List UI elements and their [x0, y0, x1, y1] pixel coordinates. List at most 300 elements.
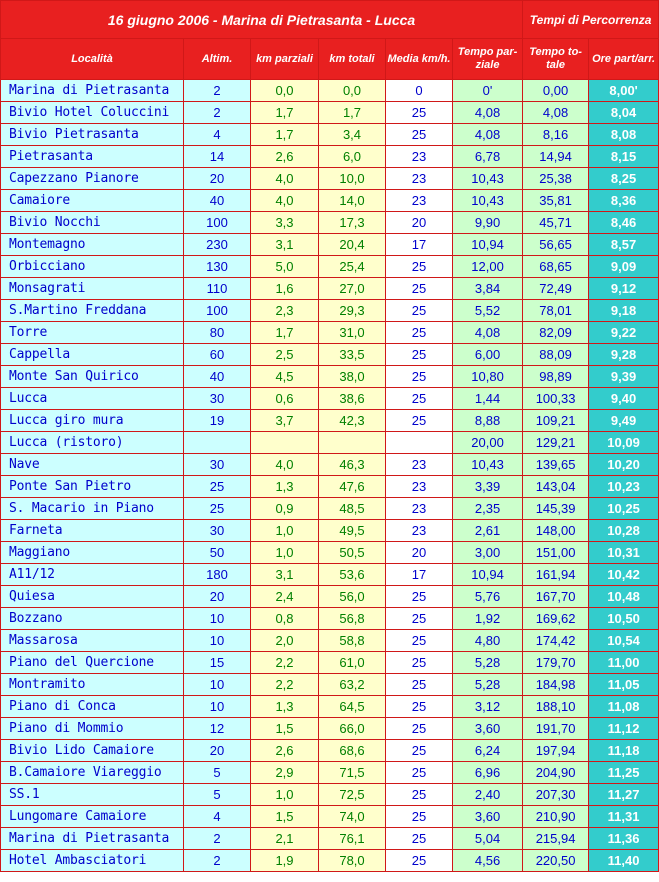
cell-altim: 5: [184, 784, 251, 806]
cell-media: 25: [386, 388, 453, 410]
cell-tempo-totale: 139,65: [523, 454, 589, 476]
cell-localita: Hotel Ambasciatori: [1, 850, 184, 872]
cell-tempo-totale: 215,94: [523, 828, 589, 850]
table-row: [1, 80, 659, 102]
cell-localita: Lucca: [1, 388, 184, 410]
cell-km-totali: 14,0: [319, 190, 386, 212]
cell-tempo-parziale: 2,40: [453, 784, 523, 806]
cell-localita: Maggiano: [1, 542, 184, 564]
cell-tempo-parziale: 10,94: [453, 234, 523, 256]
cell-tempo-parziale: 3,12: [453, 696, 523, 718]
cell-localita: Marina di Pietrasanta: [1, 80, 184, 102]
cell-localita: Torre: [1, 322, 184, 344]
cell-tempo-parziale: 3,00: [453, 542, 523, 564]
cell-tempo-totale: 179,70: [523, 652, 589, 674]
cell-tempo-parziale: 6,24: [453, 740, 523, 762]
table-row: [1, 850, 659, 872]
cell-altim: 2: [184, 80, 251, 102]
cell-km-parziali: [251, 432, 319, 454]
cell-tempo-parziale: 2,61: [453, 520, 523, 542]
cell-tempo-parziale: 3,60: [453, 806, 523, 828]
cell-tempo-parziale: 10,43: [453, 454, 523, 476]
cell-altim: 15: [184, 652, 251, 674]
cell-localita: Piano del Quercione: [1, 652, 184, 674]
header-row: [1, 39, 659, 80]
cell-km-totali: 10,0: [319, 168, 386, 190]
cell-km-totali: 58,8: [319, 630, 386, 652]
cell-media: 23: [386, 498, 453, 520]
cell-altim: 50: [184, 542, 251, 564]
cell-tempo-parziale: 10,43: [453, 190, 523, 212]
cell-altim: 5: [184, 762, 251, 784]
cell-km-parziali: 1,3: [251, 696, 319, 718]
cell-localita: Pietrasanta: [1, 146, 184, 168]
cell-tempo-totale: 143,04: [523, 476, 589, 498]
times-section-title: Tempi di Percorrenza: [523, 1, 659, 39]
cell-media: 23: [386, 190, 453, 212]
cell-km-totali: 33,5: [319, 344, 386, 366]
cell-ore: 9,09: [589, 256, 659, 278]
cell-km-totali: 61,0: [319, 652, 386, 674]
cell-km-parziali: 2,6: [251, 146, 319, 168]
cell-media: 25: [386, 696, 453, 718]
cell-altim: 25: [184, 476, 251, 498]
table-row: [1, 344, 659, 366]
header-tempo-parziale: Tempo par- ziale: [453, 39, 523, 80]
cell-altim: 180: [184, 564, 251, 586]
cell-tempo-totale: 14,94: [523, 146, 589, 168]
cell-km-totali: 42,3: [319, 410, 386, 432]
cell-tempo-totale: 174,42: [523, 630, 589, 652]
cell-ore: 11,12: [589, 718, 659, 740]
cell-altim: 19: [184, 410, 251, 432]
cell-media: 23: [386, 168, 453, 190]
cell-altim: 2: [184, 828, 251, 850]
cell-media: 25: [386, 322, 453, 344]
cell-tempo-parziale: 4,56: [453, 850, 523, 872]
table-row: [1, 410, 659, 432]
page-title: 16 giugno 2006 - Marina di Pietrasanta - Lucca: [1, 1, 523, 39]
cell-km-totali: 17,3: [319, 212, 386, 234]
cell-km-parziali: 4,0: [251, 454, 319, 476]
cell-ore: 9,12: [589, 278, 659, 300]
cell-media: 23: [386, 454, 453, 476]
cell-altim: 25: [184, 498, 251, 520]
cell-ore: 9,49: [589, 410, 659, 432]
cell-tempo-totale: 161,94: [523, 564, 589, 586]
cell-altim: 4: [184, 806, 251, 828]
cell-media: 20: [386, 212, 453, 234]
cell-media: 17: [386, 234, 453, 256]
cell-km-totali: 38,6: [319, 388, 386, 410]
table-row: [1, 696, 659, 718]
table-row: [1, 806, 659, 828]
cell-km-totali: 72,5: [319, 784, 386, 806]
cell-localita: Quiesa: [1, 586, 184, 608]
cell-ore: 10,42: [589, 564, 659, 586]
cell-ore: 8,08: [589, 124, 659, 146]
cell-km-totali: 48,5: [319, 498, 386, 520]
cell-ore: 10,09: [589, 432, 659, 454]
table-row: [1, 278, 659, 300]
table-row: [1, 520, 659, 542]
cell-tempo-parziale: 6,96: [453, 762, 523, 784]
cell-ore: 11,05: [589, 674, 659, 696]
cell-tempo-parziale: 5,76: [453, 586, 523, 608]
cell-tempo-totale: 129,21: [523, 432, 589, 454]
cell-tempo-totale: 8,16: [523, 124, 589, 146]
cell-media: [386, 432, 453, 454]
cell-tempo-totale: 98,89: [523, 366, 589, 388]
table-row: [1, 652, 659, 674]
cell-tempo-totale: 100,33: [523, 388, 589, 410]
cell-localita: Lungomare Camaiore: [1, 806, 184, 828]
cell-tempo-parziale: 4,08: [453, 322, 523, 344]
cell-tempo-parziale: 4,08: [453, 124, 523, 146]
cell-tempo-totale: 72,49: [523, 278, 589, 300]
cell-altim: 20: [184, 740, 251, 762]
cell-km-parziali: 2,5: [251, 344, 319, 366]
cell-altim: 12: [184, 718, 251, 740]
cell-media: 25: [386, 762, 453, 784]
header-media: Media km/h.: [386, 39, 453, 80]
cell-media: 25: [386, 586, 453, 608]
cell-km-parziali: 2,2: [251, 652, 319, 674]
header-tempo-totale: Tempo to- tale: [523, 39, 589, 80]
cell-ore: 11,40: [589, 850, 659, 872]
cell-km-parziali: 4,5: [251, 366, 319, 388]
cell-km-parziali: 1,0: [251, 520, 319, 542]
table-row: [1, 256, 659, 278]
cell-localita: Piano di Conca: [1, 696, 184, 718]
cell-km-totali: 3,4: [319, 124, 386, 146]
cell-media: 25: [386, 608, 453, 630]
cell-localita: Montramito: [1, 674, 184, 696]
cell-ore: 8,15: [589, 146, 659, 168]
cell-ore: 10,31: [589, 542, 659, 564]
cell-tempo-parziale: 12,00: [453, 256, 523, 278]
cell-tempo-totale: 151,00: [523, 542, 589, 564]
cell-localita: Monte San Quirico: [1, 366, 184, 388]
cell-km-parziali: 2,2: [251, 674, 319, 696]
table-row: [1, 300, 659, 322]
cell-ore: 10,50: [589, 608, 659, 630]
cell-km-totali: 25,4: [319, 256, 386, 278]
cell-localita: B.Camaiore Viareggio: [1, 762, 184, 784]
cell-altim: 30: [184, 388, 251, 410]
cell-tempo-parziale: 3,60: [453, 718, 523, 740]
cell-km-parziali: 2,6: [251, 740, 319, 762]
header-altim: Altim.: [184, 39, 251, 80]
table-row: [1, 476, 659, 498]
cell-ore: 9,40: [589, 388, 659, 410]
cell-km-parziali: 3,1: [251, 234, 319, 256]
cell-tempo-totale: 145,39: [523, 498, 589, 520]
cell-tempo-parziale: 10,94: [453, 564, 523, 586]
cell-ore: 9,22: [589, 322, 659, 344]
cell-media: 25: [386, 124, 453, 146]
cell-altim: 10: [184, 696, 251, 718]
cell-tempo-parziale: 2,35: [453, 498, 523, 520]
cell-km-totali: 74,0: [319, 806, 386, 828]
cell-localita: Bivio Lido Camaiore: [1, 740, 184, 762]
cell-localita: Monsagrati: [1, 278, 184, 300]
cell-km-totali: 78,0: [319, 850, 386, 872]
cell-tempo-totale: 35,81: [523, 190, 589, 212]
cell-km-totali: 27,0: [319, 278, 386, 300]
cell-tempo-totale: 191,70: [523, 718, 589, 740]
cell-km-parziali: 1,5: [251, 806, 319, 828]
cell-ore: 11,36: [589, 828, 659, 850]
cell-ore: 10,54: [589, 630, 659, 652]
cell-ore: 9,28: [589, 344, 659, 366]
table-row: [1, 322, 659, 344]
header-ore: Ore part/arr.: [589, 39, 659, 80]
cell-km-parziali: 1,6: [251, 278, 319, 300]
cell-km-parziali: 2,9: [251, 762, 319, 784]
cell-altim: 60: [184, 344, 251, 366]
cell-altim: 230: [184, 234, 251, 256]
cell-altim: 30: [184, 454, 251, 476]
cell-localita: Nave: [1, 454, 184, 476]
cell-tempo-totale: 167,70: [523, 586, 589, 608]
cell-localita: Camaiore: [1, 190, 184, 212]
cell-ore: 8,25: [589, 168, 659, 190]
cell-ore: 11,25: [589, 762, 659, 784]
cell-km-totali: 49,5: [319, 520, 386, 542]
cell-km-totali: 56,0: [319, 586, 386, 608]
cell-tempo-parziale: 0': [453, 80, 523, 102]
cell-km-parziali: 0,8: [251, 608, 319, 630]
cell-ore: 10,48: [589, 586, 659, 608]
cell-tempo-parziale: 3,84: [453, 278, 523, 300]
cell-tempo-totale: 56,65: [523, 234, 589, 256]
cell-km-parziali: 3,7: [251, 410, 319, 432]
cell-tempo-parziale: 6,00: [453, 344, 523, 366]
cell-tempo-totale: 220,50: [523, 850, 589, 872]
cell-tempo-totale: 188,10: [523, 696, 589, 718]
cell-km-parziali: 1,3: [251, 476, 319, 498]
cell-media: 25: [386, 828, 453, 850]
cell-altim: 10: [184, 630, 251, 652]
table-row: [1, 432, 659, 454]
cell-localita: Marina di Pietrasanta: [1, 828, 184, 850]
table-row: [1, 234, 659, 256]
cell-altim: 30: [184, 520, 251, 542]
cell-ore: 8,04: [589, 102, 659, 124]
cell-km-parziali: 1,7: [251, 124, 319, 146]
cell-localita: Orbicciano: [1, 256, 184, 278]
table-row: [1, 784, 659, 806]
cell-km-parziali: 0,6: [251, 388, 319, 410]
cell-media: 25: [386, 256, 453, 278]
table-row: [1, 564, 659, 586]
cell-tempo-parziale: 1,92: [453, 608, 523, 630]
cell-tempo-totale: 88,09: [523, 344, 589, 366]
cell-media: 25: [386, 850, 453, 872]
cell-ore: 10,25: [589, 498, 659, 520]
cell-media: 25: [386, 718, 453, 740]
cell-tempo-parziale: 5,52: [453, 300, 523, 322]
cell-localita: Massarosa: [1, 630, 184, 652]
cell-km-parziali: 1,5: [251, 718, 319, 740]
cell-km-totali: 47,6: [319, 476, 386, 498]
table-row: [1, 718, 659, 740]
cell-media: 25: [386, 806, 453, 828]
cell-tempo-parziale: 4,80: [453, 630, 523, 652]
cell-tempo-parziale: 10,80: [453, 366, 523, 388]
table-row: [1, 388, 659, 410]
cell-media: 25: [386, 366, 453, 388]
cell-tempo-totale: 169,62: [523, 608, 589, 630]
table-row: [1, 740, 659, 762]
table-row: [1, 762, 659, 784]
cell-km-totali: 31,0: [319, 322, 386, 344]
cell-media: 23: [386, 476, 453, 498]
cell-altim: 10: [184, 608, 251, 630]
table-row: [1, 828, 659, 850]
cell-tempo-parziale: 5,28: [453, 652, 523, 674]
cell-tempo-totale: 197,94: [523, 740, 589, 762]
table-row: [1, 190, 659, 212]
cell-media: 25: [386, 344, 453, 366]
cell-localita: Capezzano Pianore: [1, 168, 184, 190]
cell-altim: 100: [184, 212, 251, 234]
cell-media: 25: [386, 102, 453, 124]
cell-localita: Lucca giro mura: [1, 410, 184, 432]
cell-km-parziali: 2,0: [251, 630, 319, 652]
cell-altim: 40: [184, 190, 251, 212]
cell-ore: 8,00': [589, 80, 659, 102]
cell-localita: Lucca (ristoro): [1, 432, 184, 454]
cell-ore: 10,23: [589, 476, 659, 498]
table-row: [1, 168, 659, 190]
header-km-parziali: km parziali: [251, 39, 319, 80]
cell-tempo-totale: 68,65: [523, 256, 589, 278]
cell-ore: 11,08: [589, 696, 659, 718]
table-row: [1, 608, 659, 630]
cell-ore: 8,46: [589, 212, 659, 234]
cell-localita: Bivio Nocchi: [1, 212, 184, 234]
cell-altim: 110: [184, 278, 251, 300]
cell-km-totali: 56,8: [319, 608, 386, 630]
cell-tempo-totale: 45,71: [523, 212, 589, 234]
cell-tempo-parziale: 10,43: [453, 168, 523, 190]
cell-km-totali: 20,4: [319, 234, 386, 256]
cell-tempo-parziale: 1,44: [453, 388, 523, 410]
cell-tempo-totale: 82,09: [523, 322, 589, 344]
cell-tempo-totale: 184,98: [523, 674, 589, 696]
header-localita: Località: [1, 39, 184, 80]
cell-media: 25: [386, 784, 453, 806]
table-row: [1, 630, 659, 652]
title-row: [1, 1, 659, 39]
cell-km-parziali: 1,7: [251, 102, 319, 124]
table-row: [1, 498, 659, 520]
cell-km-parziali: 2,3: [251, 300, 319, 322]
cell-media: 23: [386, 146, 453, 168]
cell-altim: 130: [184, 256, 251, 278]
cell-tempo-parziale: 3,39: [453, 476, 523, 498]
cell-localita: Piano di Mommio: [1, 718, 184, 740]
cell-km-parziali: 1,0: [251, 784, 319, 806]
cell-localita: S.Martino Freddana: [1, 300, 184, 322]
cell-km-parziali: 2,4: [251, 586, 319, 608]
header-km-totali: km totali: [319, 39, 386, 80]
cell-km-totali: 68,6: [319, 740, 386, 762]
cell-ore: 11,27: [589, 784, 659, 806]
cell-altim: [184, 432, 251, 454]
cell-km-parziali: 0,9: [251, 498, 319, 520]
cell-tempo-parziale: 5,28: [453, 674, 523, 696]
cell-localita: Montemagno: [1, 234, 184, 256]
cell-km-parziali: 1,9: [251, 850, 319, 872]
cell-tempo-totale: 148,00: [523, 520, 589, 542]
cell-km-parziali: 0,0: [251, 80, 319, 102]
cell-localita: SS.1: [1, 784, 184, 806]
cell-ore: 8,36: [589, 190, 659, 212]
cell-km-parziali: 4,0: [251, 190, 319, 212]
table-row: [1, 542, 659, 564]
cell-km-totali: 53,6: [319, 564, 386, 586]
cell-altim: 4: [184, 124, 251, 146]
cell-km-totali: 46,3: [319, 454, 386, 476]
cell-tempo-parziale: 4,08: [453, 102, 523, 124]
cell-media: 25: [386, 300, 453, 322]
cell-km-totali: 0,0: [319, 80, 386, 102]
cell-tempo-totale: 78,01: [523, 300, 589, 322]
cell-tempo-parziale: 8,88: [453, 410, 523, 432]
cell-tempo-totale: 4,08: [523, 102, 589, 124]
cell-km-totali: 76,1: [319, 828, 386, 850]
table-row: [1, 124, 659, 146]
table-row: [1, 146, 659, 168]
cell-tempo-parziale: 20,00: [453, 432, 523, 454]
cell-localita: A11/12: [1, 564, 184, 586]
cell-km-parziali: 2,1: [251, 828, 319, 850]
cell-km-totali: 66,0: [319, 718, 386, 740]
cell-ore: 10,28: [589, 520, 659, 542]
cell-media: 25: [386, 652, 453, 674]
cell-media: 17: [386, 564, 453, 586]
cell-ore: 8,57: [589, 234, 659, 256]
table-row: [1, 102, 659, 124]
cell-tempo-totale: 109,21: [523, 410, 589, 432]
cell-media: 0: [386, 80, 453, 102]
cell-altim: 80: [184, 322, 251, 344]
cell-media: 25: [386, 278, 453, 300]
cell-localita: Farneta: [1, 520, 184, 542]
cell-altim: 20: [184, 586, 251, 608]
cell-km-parziali: 1,7: [251, 322, 319, 344]
cell-localita: S. Macario in Piano: [1, 498, 184, 520]
cell-km-totali: 63,2: [319, 674, 386, 696]
cell-tempo-parziale: 9,90: [453, 212, 523, 234]
cell-altim: 100: [184, 300, 251, 322]
cell-localita: Cappella: [1, 344, 184, 366]
cell-localita: Bozzano: [1, 608, 184, 630]
cell-altim: 10: [184, 674, 251, 696]
cell-tempo-totale: 204,90: [523, 762, 589, 784]
cell-altim: 14: [184, 146, 251, 168]
cell-altim: 2: [184, 102, 251, 124]
cell-km-totali: [319, 432, 386, 454]
cell-media: 25: [386, 410, 453, 432]
cell-ore: 10,20: [589, 454, 659, 476]
cell-altim: 2: [184, 850, 251, 872]
cell-km-totali: 1,7: [319, 102, 386, 124]
cell-media: 23: [386, 520, 453, 542]
